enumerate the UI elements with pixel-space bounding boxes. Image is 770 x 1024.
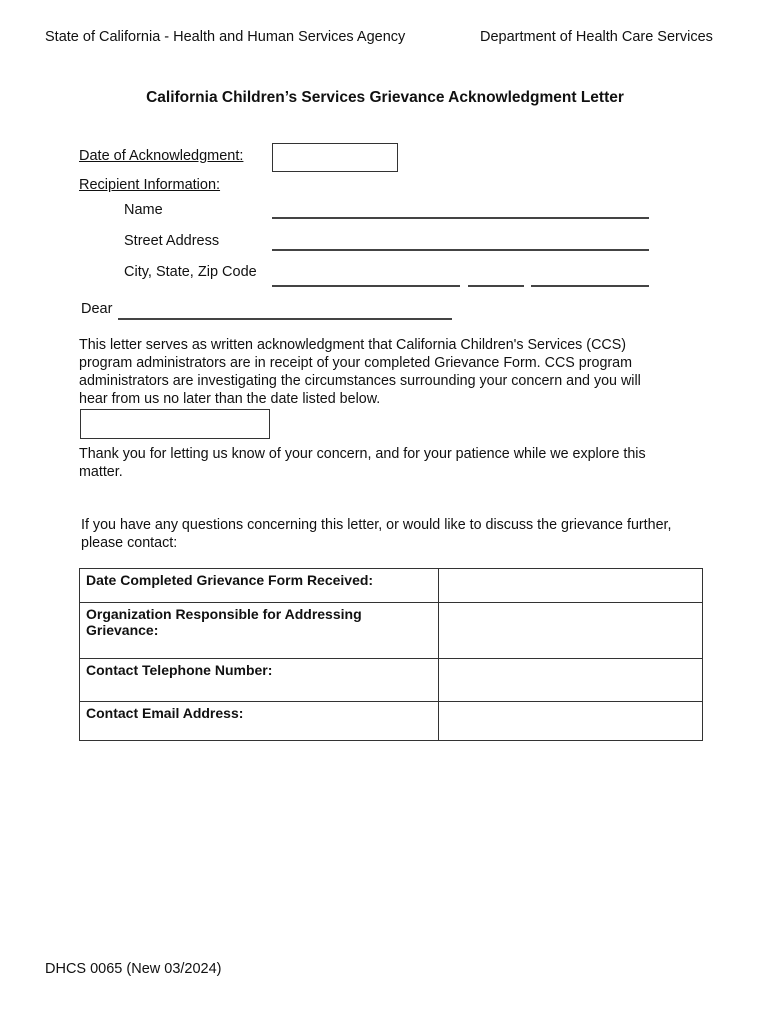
date-received-field[interactable]: [439, 569, 703, 603]
acknowledgment-paragraph: This letter serves as written acknowledgment that California Children's Services (CCS) program administrators are in receipt of your completed Grievance Form. CCS program administrators are investigating the circumstances surrounding your concern and you will hear from us no later than the date listed below.: [79, 337, 641, 407]
department-header: Department of Health Care Services: [480, 29, 713, 45]
street-address-label: Street Address: [124, 233, 220, 249]
name-label: Name: [124, 202, 163, 218]
contact-paragraph: If you have any questions concerning this letter, or would like to discuss the grievance further, please contact:: [81, 517, 672, 551]
telephone-field[interactable]: [439, 659, 703, 702]
agency-header: State of California - Health and Human Services Agency: [45, 29, 406, 45]
dear-label: Dear: [81, 301, 113, 317]
form-number-footer: DHCS 0065 (New 03/2024): [45, 961, 222, 977]
organization-input[interactable]: [439, 603, 702, 620]
page-title: California Children’s Services Grievance Acknowledgment Letter: [146, 89, 624, 106]
name-field[interactable]: [272, 217, 649, 219]
zip-field[interactable]: [531, 285, 649, 287]
telephone-input[interactable]: [439, 659, 702, 676]
table-row: [80, 569, 703, 603]
telephone-label: Contact Telephone Number:: [80, 659, 439, 702]
email-label: Contact Email Address:: [80, 702, 439, 741]
date-ack-label: Date of Acknowledgment:: [79, 148, 244, 164]
state-field[interactable]: [468, 285, 524, 287]
email-input[interactable]: [439, 702, 702, 719]
date-ack-input[interactable]: [273, 144, 401, 173]
organization-field[interactable]: [439, 603, 703, 659]
organization-label: Organization Responsible for Addressing Grievance:: [80, 603, 439, 659]
street-address-field[interactable]: [272, 249, 649, 251]
city-state-zip-label: City, State, Zip Code: [124, 264, 257, 280]
response-date-field[interactable]: [80, 409, 270, 439]
city-field[interactable]: [272, 285, 460, 287]
contact-table: [79, 568, 703, 741]
email-field[interactable]: [439, 702, 703, 741]
table-row: [80, 659, 703, 702]
table-row: [80, 702, 703, 741]
date-ack-field[interactable]: [272, 143, 398, 172]
table-row: [80, 603, 703, 659]
dear-name-field[interactable]: [118, 318, 452, 320]
recipient-heading: Recipient Information:: [79, 177, 221, 193]
thank-you-paragraph: Thank you for letting us know of your concern, and for your patience while we explore this matter.: [79, 446, 646, 480]
date-received-label: Date Completed Grievance Form Received:: [80, 569, 439, 603]
date-received-input[interactable]: [439, 569, 702, 586]
response-date-input[interactable]: [81, 410, 273, 440]
